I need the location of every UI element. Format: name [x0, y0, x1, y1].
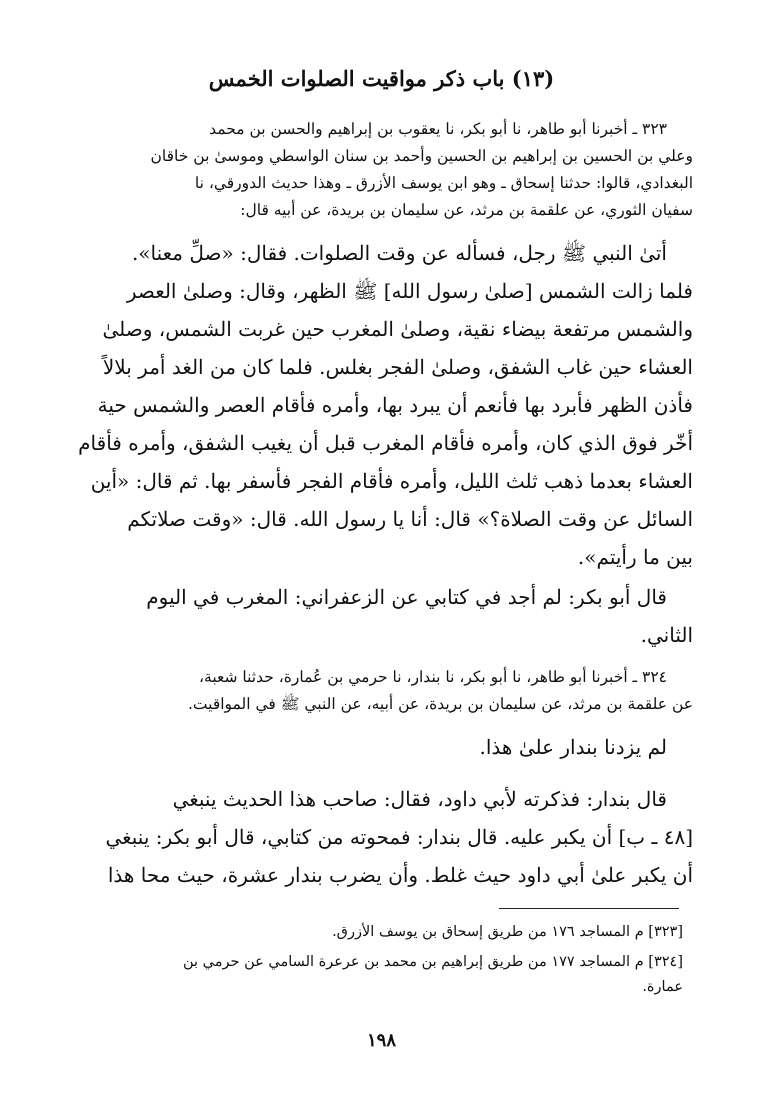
lam-yazidna-line	[70, 728, 693, 766]
text-line: بين ما رأيتم».	[577, 545, 693, 569]
hadith-323-matn	[70, 234, 693, 576]
text-line: والشمس مرتفعة بيضاء نقية، وصلىٰ المغرب حين غربت الشمس، وصلىٰ	[102, 317, 693, 341]
hadith-324-isnad	[70, 664, 693, 718]
text-line: فلما زالت الشمس [صلىٰ رسول الله] ﷺ الظهر، وقال: وصلىٰ العصر	[126, 279, 693, 303]
bundar-note	[70, 780, 693, 894]
text-line: سفيان الثوري، عن علقمة بن مرثد، عن سليمان بن بريدة، عن أبيه قال:	[240, 201, 693, 219]
text-line: وعلي بن الحسين بن إبراهيم بن الحسين وأحمد بن سنان الواسطي وموسىٰ بن خاقان	[150, 147, 693, 165]
text-line: [٤٨ ـ ب] أن يكبر عليه. قال بندار: فمحوته من كتابي، قال أبو بكر: ينبغي	[105, 825, 693, 849]
chapter-title: (١٣) باب ذكر مواقيت الصلوات الخمس	[208, 66, 555, 91]
abu-bakr-note	[70, 578, 693, 654]
text-line: فأذن الظهر فأبرد بها فأنعم أن يبرد بها، وأمره فأقام العصر والشمس حية	[97, 393, 693, 417]
text-line: قال بندار: فذكرته لأبي داود، فقال: صاحب هذا الحديث ينبغي	[172, 787, 667, 811]
footnote-324	[70, 950, 683, 1000]
footnote-line: [٣٢٤] م المساجد ١٧٧ من طريق إبراهيم بن محمد بن عرعرة السامي عن حرمي بن	[183, 954, 683, 970]
page-number: ١٩٨	[366, 1030, 396, 1051]
text-line: السائل عن وقت الصلاة؟» قال: أنا يا رسول الله. قال: «وقت صلاتكم	[127, 507, 693, 531]
text-line: أن يكبر علىٰ أبي داود حيث غلط. وأن يضرب بندار عشرة، حيث محا هذا	[107, 863, 693, 887]
footnote-divider	[499, 908, 679, 909]
text-line: قال أبو بكر: لم أجد في كتابي عن الزعفراني: المغرب في اليوم	[146, 585, 667, 609]
text-line: أخّر فوق الذي كان، وأمره فأقام المغرب قبل أن يغيب الشفق، وأمره فأقام	[78, 431, 693, 455]
text-line: عن علقمة بن مرثد، عن سليمان بن بريدة، عن أبيه، عن النبي ﷺ في المواقيت.	[188, 695, 693, 713]
text-line: العشاء بعدما ذهب ثلث الليل، وأمره فأقام الفجر فأسفر بها. ثم قال: «أين	[90, 469, 693, 493]
footnote-line: عمارة.	[642, 979, 683, 995]
footnote-line: [٣٢٣] م المساجد ١٧٦ من طريق إسحاق بن يوسف الأزرق.	[332, 924, 683, 940]
text-line: العشاء حين غاب الشفق، وصلىٰ الفجر بغلس. فلما كان من الغد أمر بلالاً	[102, 355, 693, 379]
footnote-323	[70, 920, 683, 945]
text-line: الثاني.	[640, 623, 693, 647]
text-line: لم يزدنا بندار علىٰ هذا.	[479, 735, 667, 759]
text-line: ٣٢٤ ـ أخبرنا أبو طاهر، نا أبو بكر، نا بندار، نا حرمي بن عُمارة، حدثنا شعبة،	[199, 668, 667, 686]
text-line: أتىٰ النبي ﷺ رجل، فسأله عن وقت الصلوات. فقال: «صلِّ معنا».	[131, 241, 667, 265]
text-line: البغدادي، قالوا: حدثنا إسحاق ـ وهو ابن يوسف الأزرق ـ وهذا حديث الدورقي، نا	[194, 174, 693, 192]
hadith-323-isnad	[70, 116, 693, 224]
text-line: ٣٢٣ ـ أخبرنا أبو طاهر، نا أبو بكر، نا يعقوب بن إبراهيم والحسن بن محمد	[209, 120, 667, 138]
